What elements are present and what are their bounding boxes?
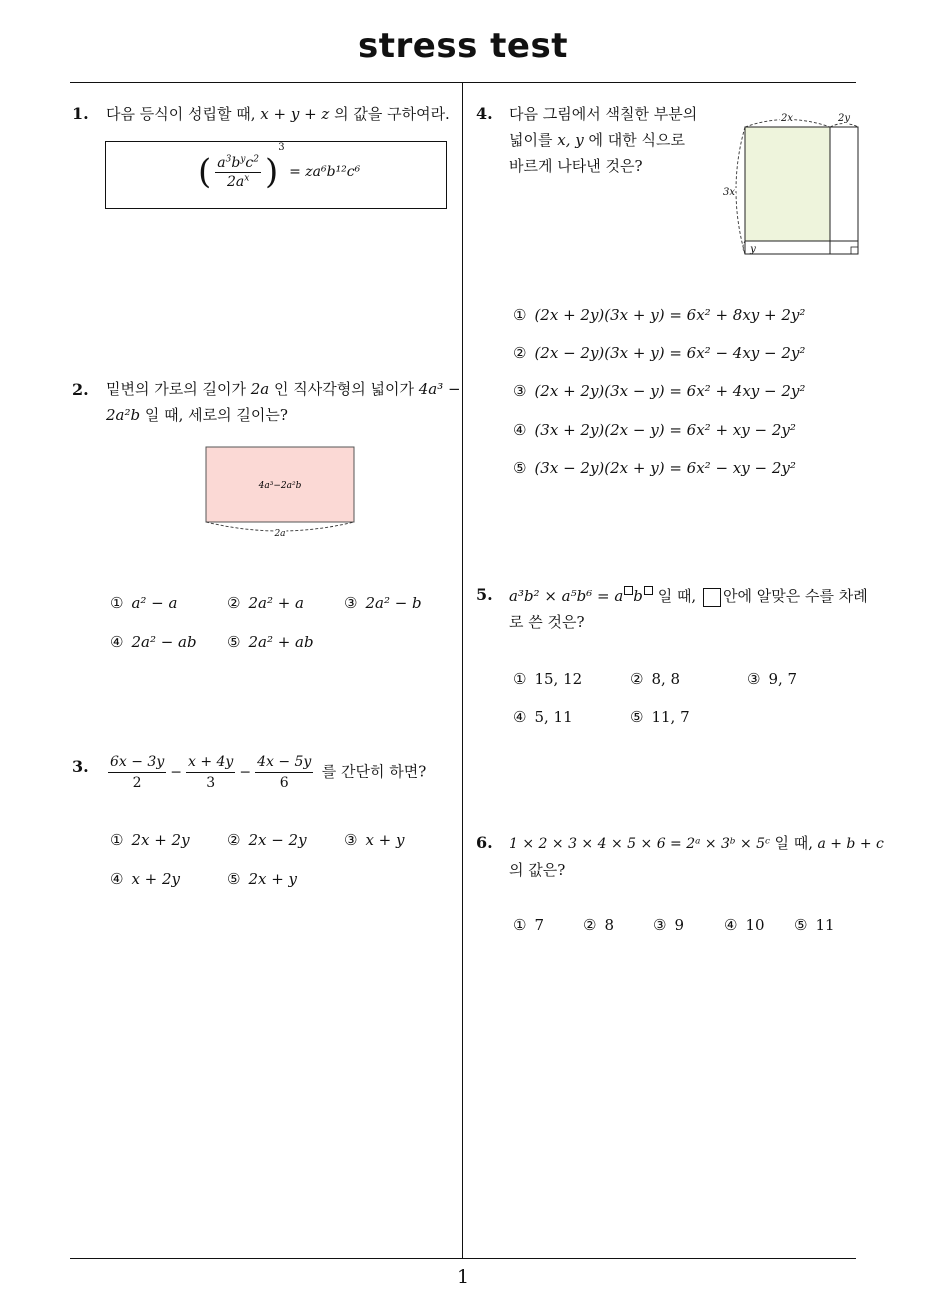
q2-line1-a: 밑변의 가로의 길이가 — [106, 380, 246, 398]
q1-prompt: 다음 등식이 성립할 때, — [106, 105, 256, 123]
q1-prompt-end: 의 값을 구하여라. — [334, 105, 450, 123]
q3-fraction-2: $\frac{x + 4y}{3}$ — [187, 754, 234, 791]
q3-fraction-3: $\frac{4x - 5y}{6}$ — [257, 754, 312, 791]
q2-line1-b: 인 직사각형의 넓이가 — [274, 380, 414, 398]
q3-fraction-1: $\frac{6x - 3y}{2}$ — [110, 754, 165, 791]
q5-choice-3[interactable]: ③ 9, 7 — [747, 670, 798, 688]
q6-number: 6. — [476, 833, 493, 852]
q1-text — [106, 101, 456, 127]
q6-text: 1 × 2 × 3 × 4 × 5 × 6 = 2ᵃ × 3ᵇ × 5ᶜ 일 때, a + b + c 의 값은? — [509, 830, 861, 883]
q4-choice-1[interactable]: ① (2x + 2y)(3x + y) = 6x² + 8xy + 2y² — [513, 306, 806, 324]
q1-equation: ( $\frac{a^3b^yc^2}{2a^x}$ )$^3$ = za⁶b¹²c⁶ — [198, 142, 361, 192]
q1-number: 1. — [72, 104, 89, 123]
header-rule — [70, 82, 856, 83]
q6-line2: 의 값은? — [509, 861, 566, 879]
q6-choice-1[interactable]: ① 7 — [513, 916, 544, 934]
q5-number: 5. — [476, 585, 493, 604]
q4-choice-3[interactable]: ③ (2x + 2y)(3x − y) = 6x² + 4xy − 2y² — [513, 382, 806, 400]
q3-choice-2[interactable]: ② 2x − 2y — [227, 831, 307, 849]
q2-figure-base-label: 2a — [274, 529, 286, 539]
q4-label-2y: 2y — [837, 113, 851, 124]
footer-rule — [70, 1258, 856, 1259]
q6-choice-4[interactable]: ④ 10 — [724, 916, 765, 934]
q5-choice-1[interactable]: ① 15, 12 — [513, 670, 583, 688]
q2-figure — [195, 440, 365, 545]
page-title: stress test — [358, 26, 568, 66]
q2-number: 2. — [72, 380, 89, 399]
q3-choice-3[interactable]: ③ x + y — [344, 831, 405, 849]
q4-choice-2[interactable]: ② (2x − 2y)(3x + y) = 6x² − 4xy − 2y² — [513, 344, 806, 362]
column-divider — [462, 83, 463, 1259]
q6-expression: 1 × 2 × 3 × 4 × 5 × 6 = 2ᵃ × 3ᵇ × 5ᶜ — [509, 836, 771, 852]
q6-choice-3[interactable]: ③ 9 — [653, 916, 684, 934]
q5-choice-4[interactable]: ④ 5, 11 — [513, 708, 573, 726]
q3-prompt: 를 간단히 하면? — [321, 762, 427, 781]
q5-expression: a³b² × a⁵b⁶ = a — [509, 587, 624, 605]
q5-answer-box-icon — [703, 588, 721, 607]
page-number: 1 — [456, 1266, 470, 1288]
q2-area-part2: 2a²b — [106, 406, 141, 424]
q6-expression-2: a + b + c — [817, 836, 884, 852]
q3-choice-1[interactable]: ① 2x + 2y — [110, 831, 190, 849]
q4-label-y: y — [750, 244, 756, 255]
q2-choice-4[interactable]: ④ 2a² − ab — [110, 633, 197, 651]
q4-label-2x: 2x — [780, 113, 794, 124]
q4-choice-5[interactable]: ⑤ (3x − 2y)(2x + y) = 6x² − xy − 2y² — [513, 459, 796, 477]
q5-blank-b — [644, 586, 653, 595]
q6-choice-5[interactable]: ⑤ 11 — [794, 916, 835, 934]
q3-expression: $\frac{6x - 3y}{2}$ − $\frac{x + 4y}{3}$ − $\frac{4x - 5y}{6}$ 를 간단히 하면? — [110, 754, 427, 791]
q2-choice-3[interactable]: ③ 2a² − b — [344, 594, 422, 612]
q3-choice-4[interactable]: ④ x + 2y — [110, 870, 181, 888]
q5-choice-2[interactable]: ② 8, 8 — [630, 670, 681, 688]
q2-text — [106, 376, 461, 428]
q5-line2: 로 쓴 것은? — [509, 613, 585, 631]
q4-line3: 바르게 나타낸 것은? — [509, 157, 643, 175]
q5-choice-5[interactable]: ⑤ 11, 7 — [630, 708, 690, 726]
q4-number: 4. — [476, 104, 493, 123]
q4-line1: 다음 그림에서 색칠한 부분의 — [509, 105, 698, 123]
q4-text: 다음 그림에서 색칠한 부분의 넓이를 x, y 에 대한 식으로 바르게 나타낸 것은? — [509, 101, 709, 179]
q6-choice-2[interactable]: ② 8 — [583, 916, 614, 934]
q1-equation-box — [105, 141, 447, 209]
q2-figure-area-label: 4a³−2a²b — [258, 481, 302, 491]
q1-fraction: $\frac{a^3b^yc^2}{2a^x}$ — [217, 153, 259, 190]
q2-choice-2[interactable]: ② 2a² + a — [227, 594, 304, 612]
q4-figure — [715, 106, 865, 260]
q1-equation-rhs: = za⁶b¹²c⁶ — [289, 164, 361, 180]
q4-shaded-region — [745, 127, 830, 241]
q2-choice-1[interactable]: ① a² − a — [110, 594, 178, 612]
q4-choice-4[interactable]: ④ (3x + 2y)(2x − y) = 6x² + xy − 2y² — [513, 421, 796, 439]
q2-width: 2a — [250, 380, 270, 398]
q3-number: 3. — [72, 757, 89, 776]
q4-vars: x, y — [557, 131, 584, 149]
q2-line2-text: 일 때, 세로의 길이는? — [144, 406, 288, 424]
q5-text: a³b² × a⁵b⁶ = a b 일 때, 안에 알맞은 수를 차례 로 쓴 것은? — [509, 583, 859, 635]
q1-expr: x + y + z — [260, 105, 330, 123]
q2-choice-5[interactable]: ⑤ 2a² + ab — [227, 633, 314, 651]
q4-right-angle-mark — [851, 247, 858, 254]
q5-blank-a — [624, 586, 633, 595]
q3-choice-5[interactable]: ⑤ 2x + y — [227, 870, 298, 888]
q4-label-3x: 3x — [722, 187, 736, 198]
q2-area-part1: 4a³ − — [418, 380, 461, 398]
